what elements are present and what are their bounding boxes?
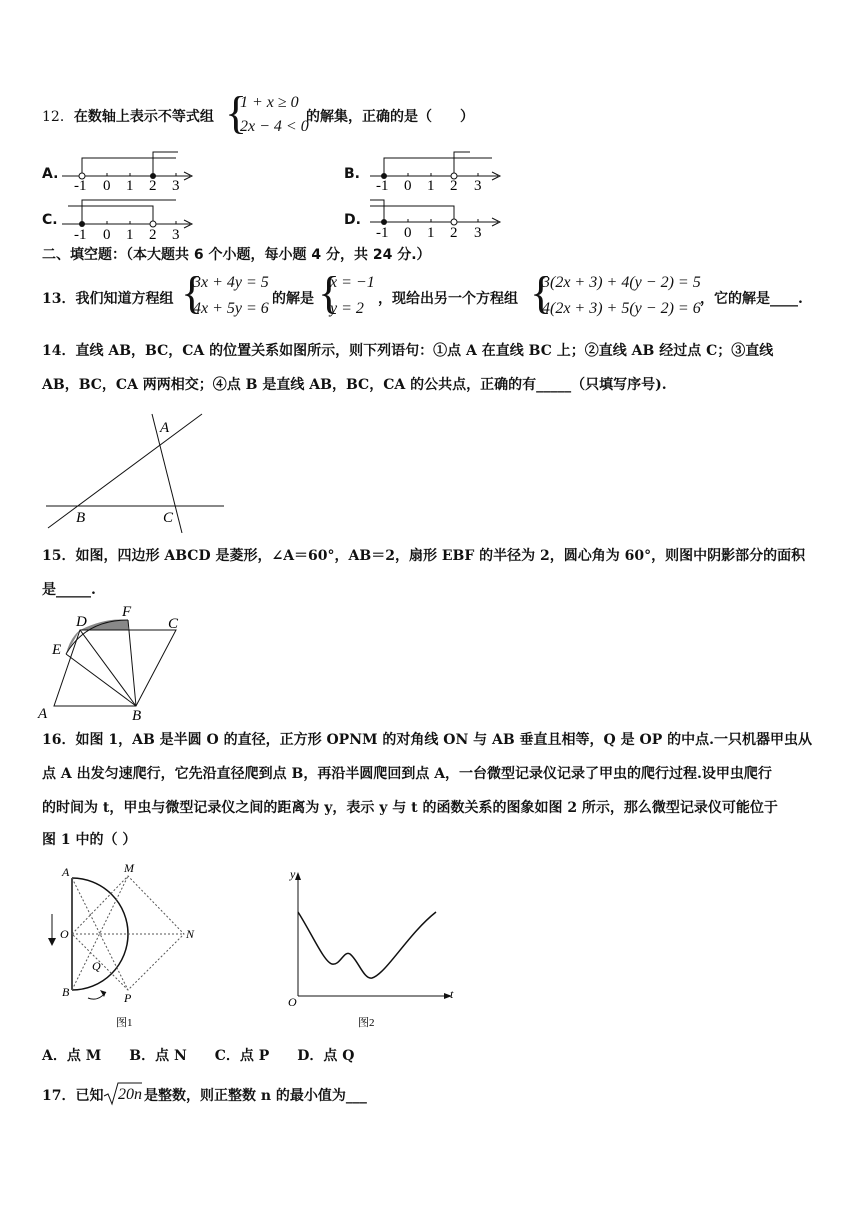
label-a: A [38, 706, 48, 722]
caption-fig-1: 图1 [116, 1017, 133, 1029]
q12-option-c-label[interactable]: C. [42, 212, 58, 228]
tick-label: 0 [103, 227, 111, 240]
q15-line-2: 是_____. [42, 582, 96, 598]
q16-line-1: 16．如图 1，AB 是半圆 O 的直径，正方形 OPNM 的对角线 ON 与 AB 垂直且相等，Q 是 OP 的中点.一只机器甲虫从 [42, 732, 812, 748]
q12-brace: { [225, 87, 248, 138]
q12-ineq-1: 1 + x ≥ 0 [240, 94, 299, 111]
q16-options[interactable]: A．点 M B．点 N C．点 P D．点 Q [42, 1048, 355, 1064]
label-f: F [122, 604, 132, 620]
label-m: M [124, 862, 134, 875]
label-q: Q [92, 959, 101, 973]
q12-option-d-label[interactable]: D. [344, 212, 361, 228]
label-c: C [168, 616, 179, 632]
tick-label: 3 [474, 178, 482, 192]
q16-line-4: 图 1 中的（ ） [42, 832, 137, 848]
tick-label: 3 [172, 178, 180, 192]
q13-system-1-a: 3x + 4y = 5 [193, 274, 269, 291]
q12-option-c-numberline [60, 196, 200, 240]
tick-label: 1 [126, 227, 134, 240]
q16-line-2: 点 A 出发匀速爬行，它先沿直径爬到点 B，再沿半圆爬回到点 A，一台微型记录仪记录了甲虫的爬行过程.设甲虫爬行 [42, 766, 772, 782]
label-c: C [163, 510, 174, 526]
tick-label: 0 [103, 178, 111, 192]
caption-fig-2: 图2 [358, 1017, 375, 1029]
tick-label: 2 [450, 178, 458, 192]
tick-label: 2 [450, 225, 458, 240]
label-e: E [52, 642, 62, 658]
q13-text-1: 13．我们知道方程组 [42, 291, 174, 307]
q14-line-2: AB，BC，CA 两两相交；④点 B 是直线 AB，BC，CA 的公共点，正确的有_____（只填写序号). [42, 377, 667, 393]
tick-label: -1 [376, 178, 389, 192]
q17-text-1: 17．已知 [42, 1088, 104, 1104]
label-b: B [62, 985, 70, 999]
q13-brace-2: { [318, 267, 341, 318]
q12-option-a-numberline [60, 150, 200, 192]
label-t: t [450, 987, 454, 1001]
y-t-curve [298, 912, 436, 978]
q13-brace-3: { [530, 267, 553, 318]
tick-label: -1 [74, 227, 87, 240]
q15-line-1: 15．如图，四边形 ABCD 是菱形，∠A＝60°，AB＝2，扇形 EBF 的半径为 2，圆心角为 60°，则图中阴影部分的面积 [42, 548, 806, 564]
tick-label: 3 [474, 225, 482, 240]
label-b: B [132, 708, 142, 724]
tick-label: 2 [149, 227, 157, 240]
q13-system-2-a: 3(2x + 3) + 4(y − 2) = 5 [542, 274, 701, 291]
label-n: N [186, 927, 195, 941]
tick-label: 3 [172, 227, 180, 240]
q12-text-after: 的解集，正确的是（ ） [306, 109, 474, 125]
tick-label: 0 [404, 178, 412, 192]
label-o: O [60, 927, 69, 941]
q13-solution-x: x = −1 [330, 274, 375, 291]
q14-line-1: 14．直线 AB，BC，CA 的位置关系如图所示，则下列语句：①点 A 在直线 BC 上；②直线 AB 经过点 C；③直线 [42, 343, 774, 359]
tick-label: -1 [74, 178, 87, 192]
tick-label: 1 [427, 225, 435, 240]
q12-option-a-label[interactable]: A. [42, 166, 59, 182]
q13-text-3: ，现给出另一个方程组 [378, 291, 518, 307]
q17-radicand: 20n [118, 1086, 142, 1103]
label-b: B [76, 510, 86, 526]
label-y: y [290, 867, 296, 881]
q12-option-b-label[interactable]: B. [344, 166, 360, 182]
q14-figure [42, 408, 232, 533]
section-heading: 二、填空题：（本大题共 6 个小题，每小题 4 分，共 24 分.） [42, 247, 431, 263]
q13-system-2-b: 4(2x + 3) + 5(y − 2) = 6 [542, 300, 701, 317]
q16-line-3: 的时间为 t，甲虫与微型记录仪之间的距离为 y，表示 y 与 t 的函数关系的图象如图 2 所示，那么微型记录仪可能位于 [42, 800, 778, 816]
q12-option-b-numberline [368, 150, 508, 192]
tick-label: 2 [149, 178, 157, 192]
label-d: D [76, 614, 87, 630]
q13-brace-1: { [181, 267, 204, 318]
q17-text-2: 是整数，则正整数 n 的最小值为___ [144, 1088, 367, 1104]
q15-figure [36, 600, 196, 724]
q12-text-before: 在数轴上表示不等式组 [73, 109, 214, 125]
tick-label: 1 [427, 178, 435, 192]
q12-option-d-numberline [368, 196, 508, 240]
q13-solution-y: y = 2 [330, 300, 364, 317]
tick-label: -1 [376, 225, 389, 240]
q12-ineq-2: 2x − 4 < 0 [240, 118, 309, 135]
q12-number: 12． [42, 109, 74, 125]
tick-label: 0 [404, 225, 412, 240]
q13-text-4: ，它的解是____. [700, 291, 803, 307]
line-ab [48, 414, 202, 528]
q16-figure-1 [36, 862, 206, 1032]
label-p: P [124, 991, 132, 1005]
label-a: A [160, 420, 170, 436]
q13-text-2: 的解是 [272, 291, 314, 307]
q13-system-1-b: 4x + 5y = 6 [193, 300, 269, 317]
tick-label: 1 [126, 178, 134, 192]
q12-prefix [42, 107, 214, 127]
label-o: O [288, 995, 297, 1009]
label-a: A [62, 865, 70, 879]
q16-figure-2 [282, 864, 462, 1030]
